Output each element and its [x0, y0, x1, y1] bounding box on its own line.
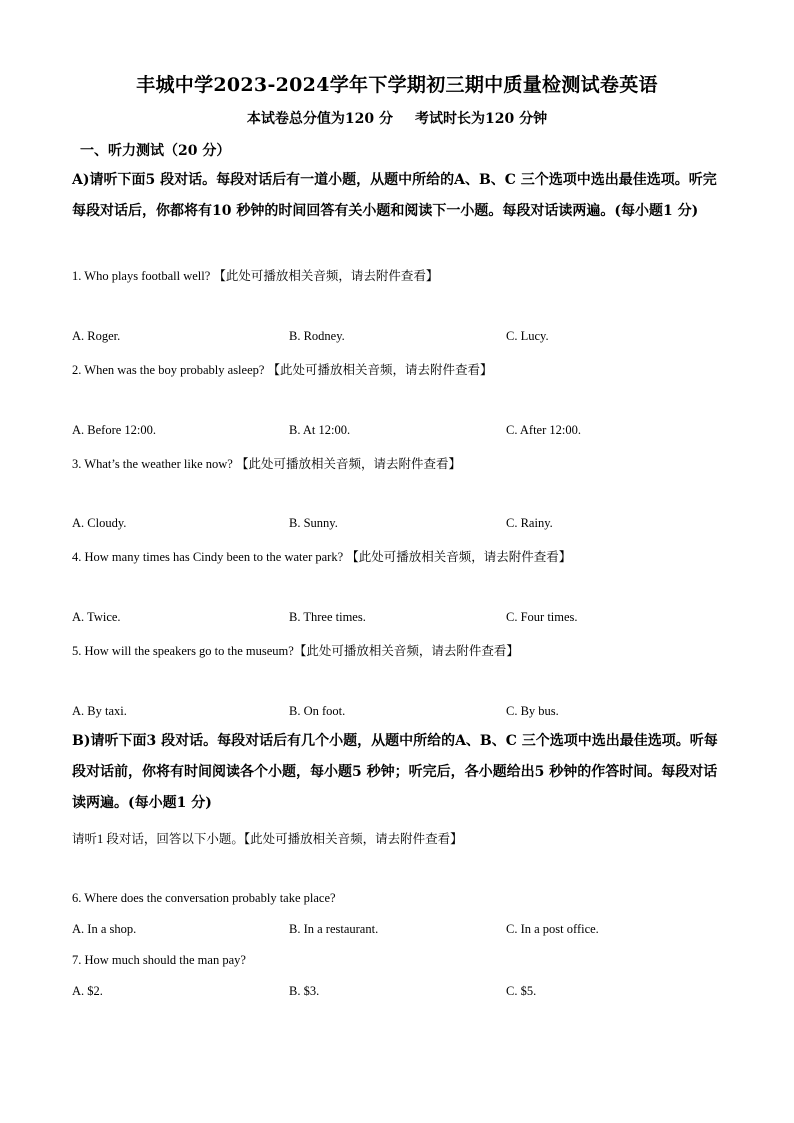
option-6b: B. In a restaurant. — [289, 922, 379, 936]
option-7c: C. $5. — [506, 984, 537, 998]
option-4c: C. Four times. — [506, 610, 578, 624]
option-1c: C. Lucy. — [506, 329, 549, 343]
question-4: 4. How many times has Cindy been to the water park? 【此处可播放相关音频，请去附件查看】 — [72, 550, 572, 564]
option-4b: B. Three times. — [289, 610, 366, 624]
option-2a: A. Before 12:00. — [72, 423, 157, 437]
option-6c: C. In a post office. — [506, 922, 599, 936]
option-5c: C. By bus. — [506, 704, 559, 718]
exam-title: 丰城中学2023-2024学年下学期初三期中质量检测试卷英语 — [136, 74, 658, 96]
question-5: 5. How will the speakers go to the museum?【此处可播放相关音频，请去附件查看】 — [72, 644, 519, 658]
option-3a: A. Cloudy. — [72, 516, 127, 530]
score-info: 本试卷总分值为120 分 — [246, 111, 393, 127]
question-3: 3. What’s the weather like now? 【此处可播放相关音频，请去附件查看】 — [72, 457, 461, 471]
option-7b: B. $3. — [289, 984, 320, 998]
time-info: 考试时长为120 分钟 — [415, 111, 548, 127]
part-b-instruction: B)请听下面3 段对话。每段对话后有几个小题，从题中所给的A、B、C 三个选项中选出最佳选项。听每段对话前，你将有时间阅读各个小题，每小题5 秒钟；听完后，各小题给出5 秒钟的作答时间。每段对话读两遍。(每小题1 分) — [72, 733, 718, 811]
option-5b: B. On foot. — [289, 704, 346, 718]
part-a-instruction: A)请听下面5 段对话。每段对话后有一道小题，从题中所给的A、B、C 三个选项中选出最佳选项。听完每段对话后，你都将有10 秒钟的时间回答有关小题和阅读下一小题。每段对话读两遍。(每小题1 分) — [72, 172, 717, 219]
option-1b: B. Rodney. — [289, 329, 345, 343]
option-7a: A. $2. — [72, 984, 103, 998]
option-2b: B. At 12:00. — [289, 423, 351, 437]
exam-subtitle — [0, 108, 794, 128]
option-2c: C. After 12:00. — [506, 423, 581, 437]
option-6a: A. In a shop. — [72, 922, 137, 936]
option-1a: A. Roger. — [72, 329, 121, 343]
question-6: 6. Where does the conversation probably take place? — [72, 891, 336, 905]
option-5a: A. By taxi. — [72, 704, 127, 718]
question-2: 2. When was the boy probably asleep? 【此处可播放相关音频，请去附件查看】 — [72, 363, 493, 377]
option-3b: B. Sunny. — [289, 516, 338, 530]
question-1: 1. Who plays football well? 【此处可播放相关音频，请去附件查看】 — [72, 269, 439, 283]
option-4a: A. Twice. — [72, 610, 121, 624]
dialogue-note: 请听1 段对话，回答以下小题。【此处可播放相关音频，请去附件查看】 — [72, 832, 463, 846]
option-3c: C. Rainy. — [506, 516, 553, 530]
question-7: 7. How much should the man pay? — [72, 953, 246, 967]
section-heading: 一、听力测试（20 分） — [80, 143, 231, 159]
